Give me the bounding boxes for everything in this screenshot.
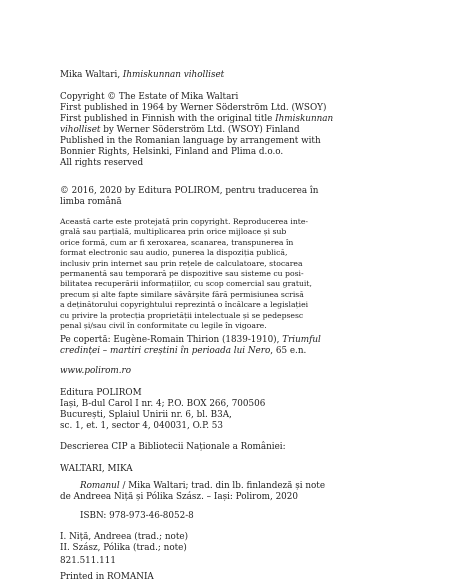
book-title-line (60, 70, 405, 81)
cip-heading: Descrierea CIP a Bibliotecii Naționale a României: (60, 442, 286, 452)
copyright-block (60, 92, 405, 169)
copyright-line: First published in 1964 by Werner Söderström Ltd. (WSOY) (60, 103, 327, 113)
copyright-line: Copyright © The Estate of Mika Waltari (60, 92, 239, 102)
cip-author: WALTARI, MIKA (60, 464, 133, 474)
publisher-address: Editura POLIROM Iași, B-dul Carol I nr. 4; P.O. BOX 266, 700506 București, Splaiul Unirii nr. 6, bl. B3A, sc. 1, et. 1, sector 4, 040031, O.P. 53 (60, 388, 266, 431)
legal-notice: Această carte este protejată prin copyright. Reproducerea inte- grală sau parțială, multiplicarea prin orice mijloace și sub orice formă, cum ar fi xeroxarea, scanarea, transpunerea în format electronic sau audio, punerea la dispoziția publică, inclusiv prin internet sau prin rețele de calculatoare, stocarea permanentă sau temporară pe dispozitive sau sisteme cu posi- bilitatea recuperării informațiilor, cu scop comercial sau gratuit, precum și alte fapte similare săvârșite fără permisiunea scrisă a deținătorului copyrightului reprezintă o încălcare a legislației cu privire la protecția proprietății intelectuale și se pedepsesc penal și/sau civil în conformitate cu legile în vigoare. (60, 217, 312, 331)
copyright-line: All rights reserved (60, 158, 144, 168)
cip-description: Romanul / Mika Waltari; trad. din lb. finlandeză și note de Andreea Niță și Pólika Szász. – Iași: Polirom, 2020 (60, 481, 326, 502)
copyright-line: Bonnier Rights, Helsinki, Finland and Plima d.o.o. (60, 147, 284, 157)
copyright-line: Published in the Romanian language by arrangement with (60, 136, 321, 146)
author-name: Mika Waltari, (60, 70, 123, 80)
website: www.polirom.ro (60, 366, 132, 376)
translators: I. Niță, Andreea (trad.; note) II. Szász, Pólika (trad.; note) (60, 532, 188, 553)
isbn: ISBN: 978-973-46-8052-8 (80, 511, 194, 521)
copyright-line: viholliset by Werner Söderström Ltd. (WSOY) Finland (60, 125, 300, 135)
polirom-copyright: © 2016, 2020 by Editura POLIROM, pentru traducerea în limba română (60, 186, 319, 207)
original-title: Ihmiskunnan viholliset (122, 70, 225, 80)
printed-in: Printed in ROMANIA (60, 572, 154, 582)
copyright-line: First published in Finnish with the original title Ihmiskunnan (60, 114, 334, 124)
classification-number: 821.511.111 (60, 556, 116, 566)
cover-credit: Pe copertă: Eugène-Romain Thirion (1839-1910), Triumful credinței – martiri creștini în perioada lui Nero, 65 e.n. (60, 335, 321, 356)
